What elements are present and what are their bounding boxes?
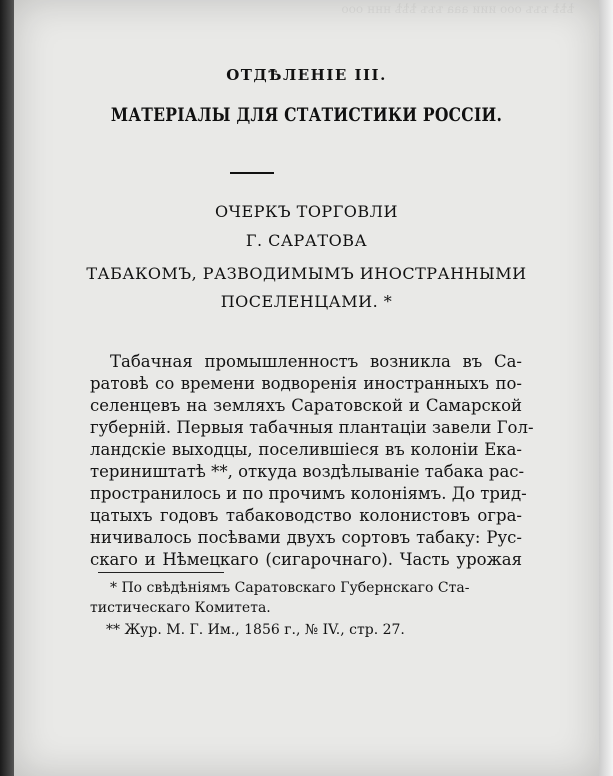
bleed-through-texture: ѣѣѣ ъъъ ооо иии ааа ъъъ ѣѣѣ ннн ооо: [341, 2, 574, 16]
body-line: цатыхъ годовъ табаководство колонистовъ огра-: [90, 506, 522, 525]
body-line: ландскіе выходцы, поселившіеся въ колоніи Ека-: [90, 440, 522, 459]
book-binding-edge: [0, 0, 14, 776]
body-line: ничивалось посѣвами двухъ сортовъ табаку: Рус-: [90, 528, 522, 547]
body-line: пространилось и по прочимъ колоніямъ. До трид-: [90, 484, 527, 503]
title-divider: [230, 172, 274, 174]
footnote-1-line-2: тистическаго Комитета.: [90, 600, 271, 616]
body-line: ратовѣ со времени водворенія иностранныхъ по-: [90, 374, 522, 393]
article-heading-line-3: ТАБАКОМЪ, РАЗВОДИМЫМЪ ИНОСТРАННЫМИ: [86, 264, 527, 283]
section-title: МАТЕРІАЛЫ ДЛЯ СТАТИСТИКИ РОССІИ.: [110, 104, 503, 126]
body-line: селенцевъ на земляхъ Саратовской и Самарской: [90, 396, 522, 415]
article-heading-line-2: Г. САРАТОВА: [245, 231, 368, 250]
footnote-divider: [98, 572, 224, 573]
body-line: Табачная промышленностъ возникла въ Са-: [110, 352, 522, 371]
body-line: териништатѣ **, откуда воздѣлываніе табака рас-: [90, 462, 525, 481]
section-label: ОТДѢЛЕНІЕ III.: [226, 66, 387, 84]
article-heading-line-1: ОЧЕРКЪ ТОРГОВЛИ: [215, 202, 398, 221]
book-page: [14, 0, 599, 776]
body-line: губерній. Первыя табачныя плантаціи завели Гол-: [90, 418, 534, 437]
footnote-1-line-1: * По свѣдѣніямъ Саратовскаго Губернскаго Ста-: [110, 580, 470, 596]
body-line: скаго и Нѣмецкаго (сигарочнаго). Часть урожая: [90, 550, 522, 569]
page-right-edge: [599, 0, 613, 776]
article-heading-line-4: ПОСЕЛЕНЦАМИ. *: [220, 292, 393, 311]
footnote-2: ** Жур. М. Г. Им., 1856 г., № IV., стр. 27.: [106, 622, 405, 638]
